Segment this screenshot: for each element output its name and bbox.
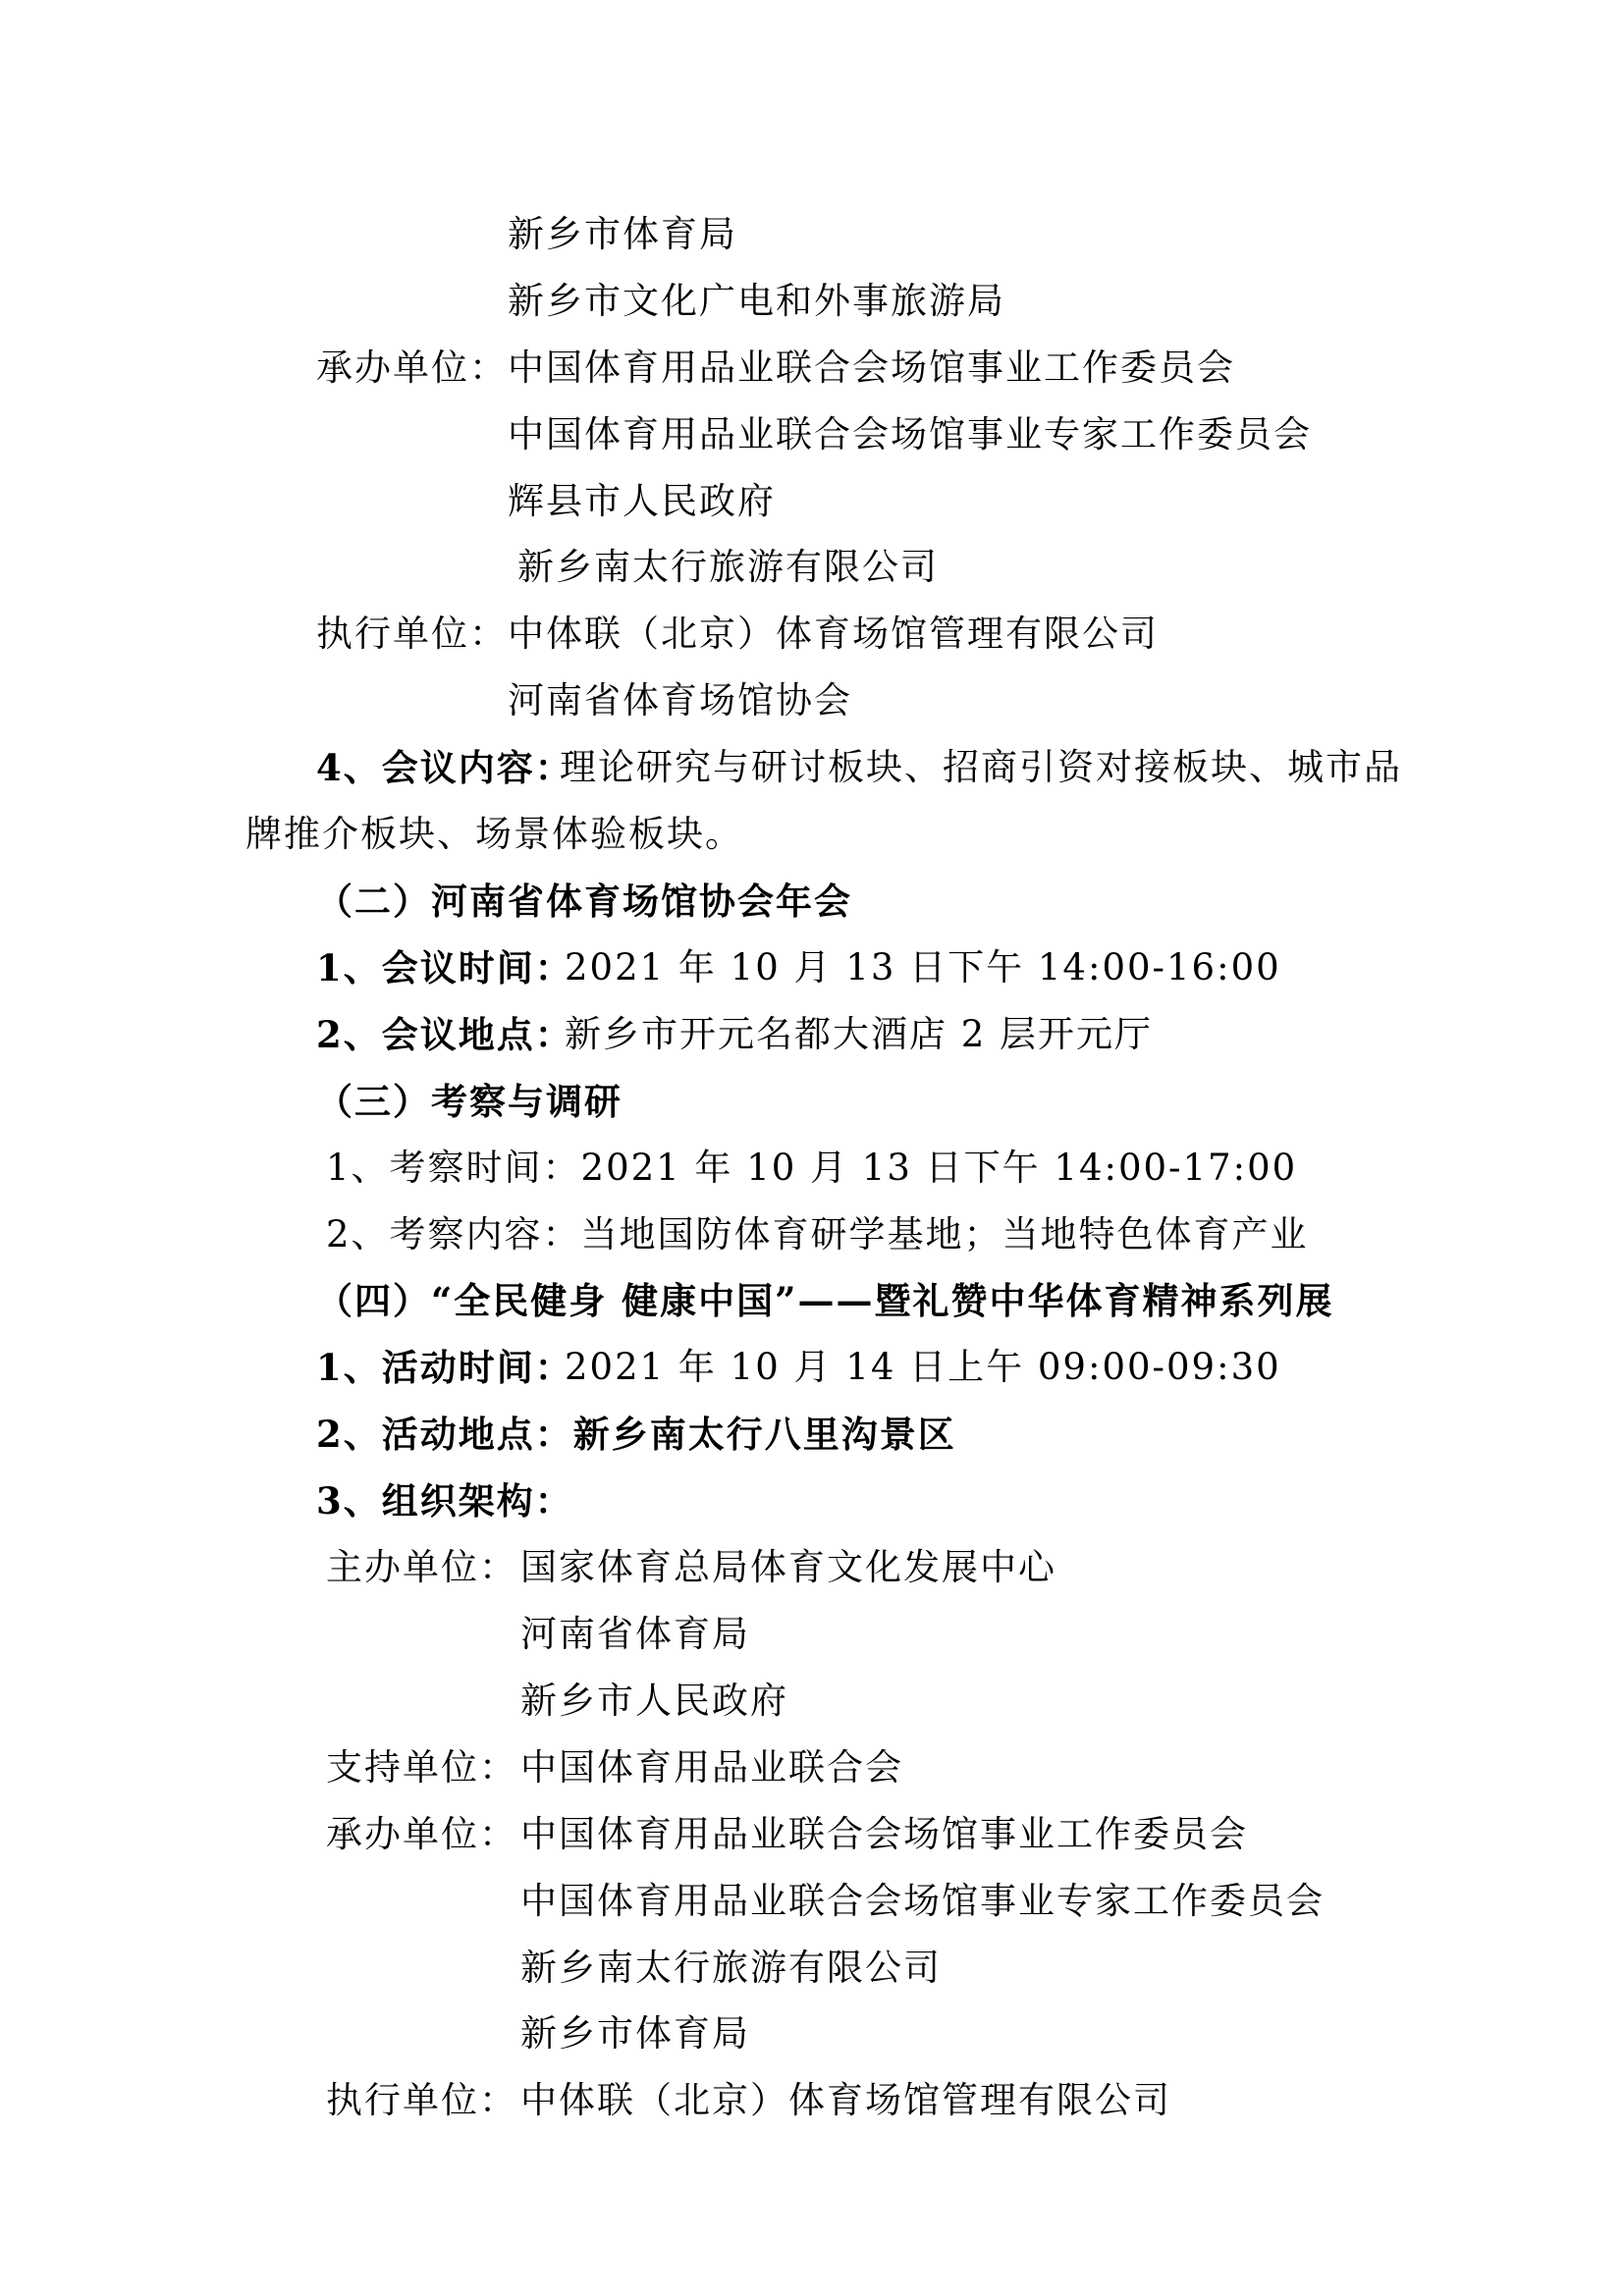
meeting-place-value: 新乡市开元名都大酒店 2 层开元厅 [565,1013,1154,1055]
host-line: 新乡南太行旅游有限公司 [517,546,939,588]
organizer-line: 新乡市体育局 [508,213,737,255]
executor-line: 中体联（北京）体育场馆管理有限公司 [508,613,1159,655]
section-heading-4: （四）“全民健身 健康中国”——暨礼赞中华体育精神系列展 [316,1279,1334,1322]
host-line-2: 中国体育用品业联合会场馆事业专家工作委员会 [520,1880,1325,1922]
executor-line-2: 中体联（北京）体育场馆管理有限公司 [520,2079,1171,2121]
meeting-place-label: 2、会议地点： [316,1013,573,1056]
meeting-content-label: 4、会议内容： [316,746,573,789]
organizer-line: 新乡市文化广电和外事旅游局 [508,280,1005,322]
host-line: 辉县市人民政府 [508,480,776,522]
inspection-content: 2、考察内容：当地国防体育研学基地；当地特色体育产业 [326,1213,1309,1255]
executor-label: 执行单位： [316,613,508,655]
host-line-2: 新乡南太行旅游有限公司 [520,1947,942,1989]
executor-line: 河南省体育场馆协会 [508,679,852,721]
support-line: 中国体育用品业联合会 [520,1746,903,1789]
inspection-time: 1、考察时间：2021 年 10 月 13 日下午 14:00-17:00 [326,1147,1298,1189]
sponsor-line: 河南省体育局 [520,1613,750,1655]
sponsor-line: 新乡市人民政府 [520,1680,788,1722]
host-line-2: 新乡市体育局 [520,2012,750,2055]
sponsor-label: 主办单位： [326,1546,517,1588]
meeting-time-value: 2021 年 10 月 13 日下午 14:00-16:00 [565,946,1281,988]
section-heading-3: （三）考察与调研 [316,1080,623,1123]
meeting-time-label: 1、会议时间： [316,946,573,989]
section-heading-2: （二）河南省体育场馆协会年会 [316,880,852,923]
activity-time-value: 2021 年 10 月 14 日上午 09:00-09:30 [565,1346,1281,1388]
activity-time-label: 1、活动时间： [316,1346,573,1389]
meeting-content-text: 理论研究与研讨板块、招商引资对接板块、城市品 [560,746,1402,788]
executor-label-2: 执行单位： [326,2079,517,2121]
host-line: 中国体育用品业联合会场馆事业专家工作委员会 [508,413,1312,455]
host-line-2: 中国体育用品业联合会场馆事业工作委员会 [520,1813,1248,1855]
sponsor-line: 国家体育总局体育文化发展中心 [520,1546,1056,1588]
activity-place: 2、活动地点：新乡南太行八里沟景区 [316,1413,956,1456]
organization-heading: 3、组织架构： [316,1479,573,1522]
host-line: 中国体育用品业联合会场馆事业工作委员会 [508,347,1235,389]
meeting-content-text: 牌推介板块、场景体验板块。 [245,813,743,855]
support-label: 支持单位： [326,1746,517,1789]
host-label-2: 承办单位： [326,1813,517,1855]
host-label: 承办单位： [316,347,508,389]
